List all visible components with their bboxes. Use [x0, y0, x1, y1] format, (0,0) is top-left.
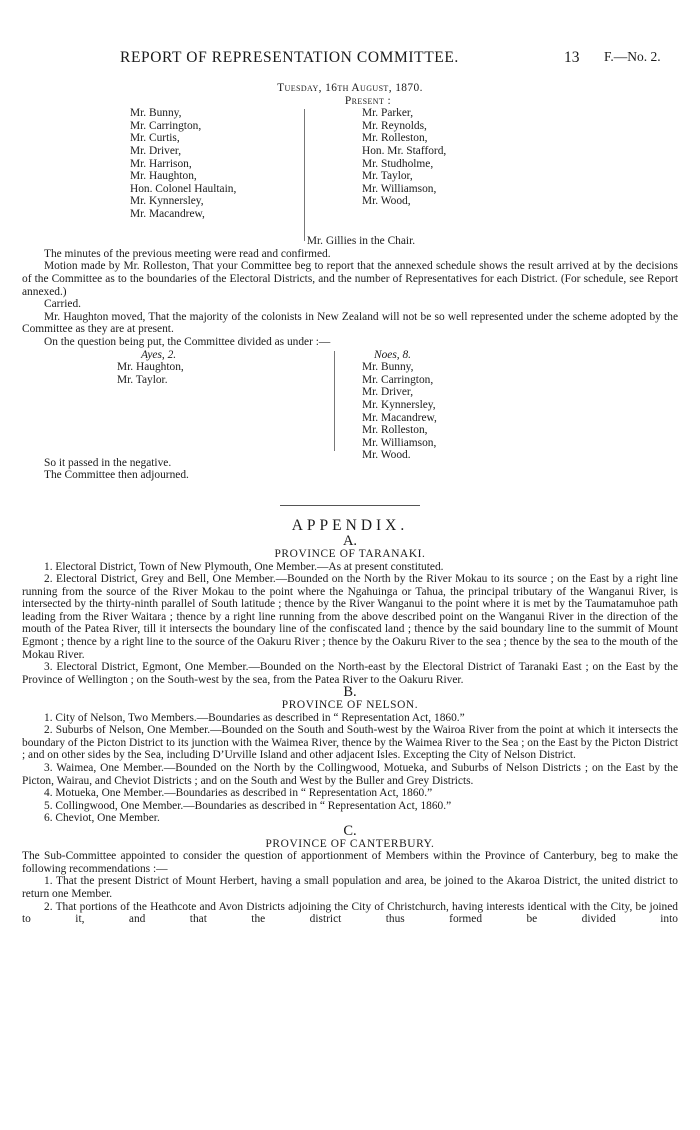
member-name: Mr. Studholme, — [362, 157, 434, 170]
aye-name: Mr. Taylor. — [117, 373, 168, 386]
taranaki-item-3: 3. Electoral District, Egmont, One Member.—Bounded on the North-east by the Electoral District of Taranaki East ; on the East by the Province of Wellington ; on the South-west by the sea, from the Patea River to the Oakuru River. — [22, 661, 678, 686]
negative-line: So it passed in the negative. — [44, 456, 172, 469]
haughton-motion-paragraph: Mr. Haughton moved, That the majority of the colonists in New Zealand will not be so well represented under the scheme adopted by the Committee as they are at present. — [22, 310, 678, 336]
carried-line: Carried. — [44, 298, 82, 311]
appendix-a-letter: A. — [342, 533, 358, 550]
noe-name: Mr. Bunny, — [362, 361, 414, 374]
nelson-item-2: 2. Suburbs of Nelson, One Member.—Bounded on the South and South-west by the Wairoa River from the point at which it intersects the boundary of the Picton District to its junction with the Waimea River, thence by the Waimea River to the Sea ; on the East by the Picton District ; and on other sides by the Sea, including D’Urville Island and other adjacent Isles. Excepting the City of Nelson District. — [22, 724, 678, 762]
document-reference: F.—No. 2. — [604, 49, 661, 64]
noe-name: Mr. Rolleston, — [362, 424, 428, 437]
noe-name: Mr. Carrington, — [362, 373, 434, 386]
adjourned-line: The Committee then adjourned. — [44, 469, 189, 482]
column-divider — [334, 351, 335, 451]
motion-paragraph: Motion made by Mr. Rolleston, That your Committee beg to report that the annexed schedule shows the result arrived at by the decisions of the Committee as to the boundaries of the Electoral Districts, and the number of Representatives for each District. (For schedule, see Report annexed.) — [22, 260, 678, 298]
member-name: Mr. Curtis, — [130, 132, 180, 145]
canterbury-item-2: 2. That portions of the Heathcote and Avon Districts adjoining the City of Christchurch, having interests identical with the City, be joined to it, and that the district thus formed be divided into — [22, 900, 678, 926]
appendix-c-letter: C. — [343, 822, 357, 839]
document-body — [22, 82, 678, 926]
member-name: Mr. Kynnersley, — [130, 195, 204, 208]
nelson-item-5: 5. Collingwood, One Member.—Boundaries as described in “ Representation Act, 1860.” — [44, 799, 452, 812]
province-nelson-heading: PROVINCE OF NELSON. — [281, 699, 419, 712]
noe-name: Mr. Driver, — [362, 386, 414, 399]
section-divider — [280, 505, 420, 506]
noe-name: Mr. Williamson, — [362, 436, 437, 449]
column-divider — [304, 109, 305, 241]
noe-name: Mr. Wood. — [362, 449, 411, 462]
member-name: Mr. Rolleston, — [362, 132, 428, 145]
noe-name: Mr. Kynnersley, — [362, 398, 436, 411]
member-name: Mr. Parker, — [362, 107, 414, 120]
chair-line: Mr. Gillies in the Chair. — [306, 235, 416, 248]
meeting-date: Tuesday, 16th August, 1870. — [277, 82, 423, 94]
canterbury-item-1: 1. That the present District of Mount Herbert, having a small population and area, be joined to the Akaroa District, the united district to return one Member. — [22, 875, 678, 900]
minutes-paragraph: The minutes of the previous meeting were read and confirmed. — [44, 247, 331, 260]
aye-name: Mr. Haughton, — [117, 361, 184, 374]
taranaki-item-2: 2. Electoral District, Grey and Bell, One Member.—Bounded on the North by the River Mokau to its source ; on the East by a right line running from the source of the River Mokau to the point where the Ngahuinga or Tahua, the principal tributary of the Wanganui River, is intersected by the thirty-ninth parallel of South latitude ; thence by the River Wanganui to the point where it is met by the Taumatamuhoe path leading from the River Waitara ; thence by a right line running from the above described point on the Wanganui River in the direction of the mouth of the Patea River, till it intersects the boundary line of the confiscated land ; thence by the said boundary line to the summit of Mount Egmont ; thence by a right line to the source of the Oakuru River ; thence by the Oakuru River to the sea ; thence by the sea to the mouth of the Mokau River. — [22, 573, 678, 661]
division-intro: On the question being put, the Committee divided as under :— — [44, 335, 331, 348]
members-left-column — [130, 107, 236, 220]
noes-label: Noes, 8. — [374, 348, 412, 361]
taranaki-item-1: 1. Electoral District, Town of New Plymouth, One Member.—As at present constituted. — [44, 560, 444, 573]
nelson-item-1: 1. City of Nelson, Two Members.—Boundaries as described in “ Representation Act, 1860.” — [44, 711, 465, 724]
header-title: REPORT OF REPRESENTATION COMMITTEE. — [120, 49, 459, 66]
ayes-column — [117, 349, 184, 387]
member-name: Mr. Reynolds, — [362, 119, 427, 132]
member-name: Mr. Driver, — [130, 144, 182, 157]
canterbury-intro: The Sub-Committee appointed to consider the question of apportionment of Members within the Province of Canterbury, beg to make the following recommendations :— — [22, 850, 678, 875]
nelson-item-6: 6. Cheviot, One Member. — [44, 812, 160, 825]
nelson-item-3: 3. Waimea, One Member.—Bounded on the North by the Collingwood, Motueka, and Suburbs of Nelson Districts ; on the East by the Picton, Wairau, and Cheviot Districts ; and on the South and West by the Buller and Grey Districts. — [22, 762, 678, 787]
noe-name: Mr. Macandrew, — [362, 411, 437, 424]
member-name: Mr. Taylor, — [362, 170, 413, 183]
division-list — [22, 348, 678, 462]
province-canterbury-heading: PROVINCE OF CANTERBURY. — [265, 837, 435, 850]
member-name: Hon. Mr. Stafford, — [362, 144, 447, 157]
member-name: Mr. Wood, — [362, 195, 411, 208]
noes-column — [362, 349, 437, 462]
member-name: Mr. Williamson, — [362, 182, 437, 195]
page-number: 13 — [564, 49, 580, 66]
member-name: Mr. Bunny, — [130, 107, 182, 120]
member-name: Mr. Carrington, — [130, 119, 202, 132]
present-label: Present : — [344, 94, 392, 107]
member-name: Mr. Macandrew, — [130, 207, 205, 220]
ayes-label: Ayes, 2. — [141, 348, 177, 361]
running-header — [0, 49, 700, 69]
appendix-title: APPENDIX. — [291, 516, 409, 534]
member-name: Hon. Colonel Haultain, — [130, 182, 237, 195]
member-name: Mr. Harrison, — [130, 157, 192, 170]
nelson-item-4: 4. Motueka, One Member.—Boundaries as described in “ Representation Act, 1860.” — [44, 787, 433, 800]
member-name: Mr. Haughton, — [130, 170, 197, 183]
attendance-list — [22, 107, 678, 235]
appendix-b-letter: B. — [343, 684, 357, 701]
members-right-column — [362, 107, 446, 208]
province-taranaki-heading: PROVINCE OF TARANAKI. — [274, 547, 426, 560]
